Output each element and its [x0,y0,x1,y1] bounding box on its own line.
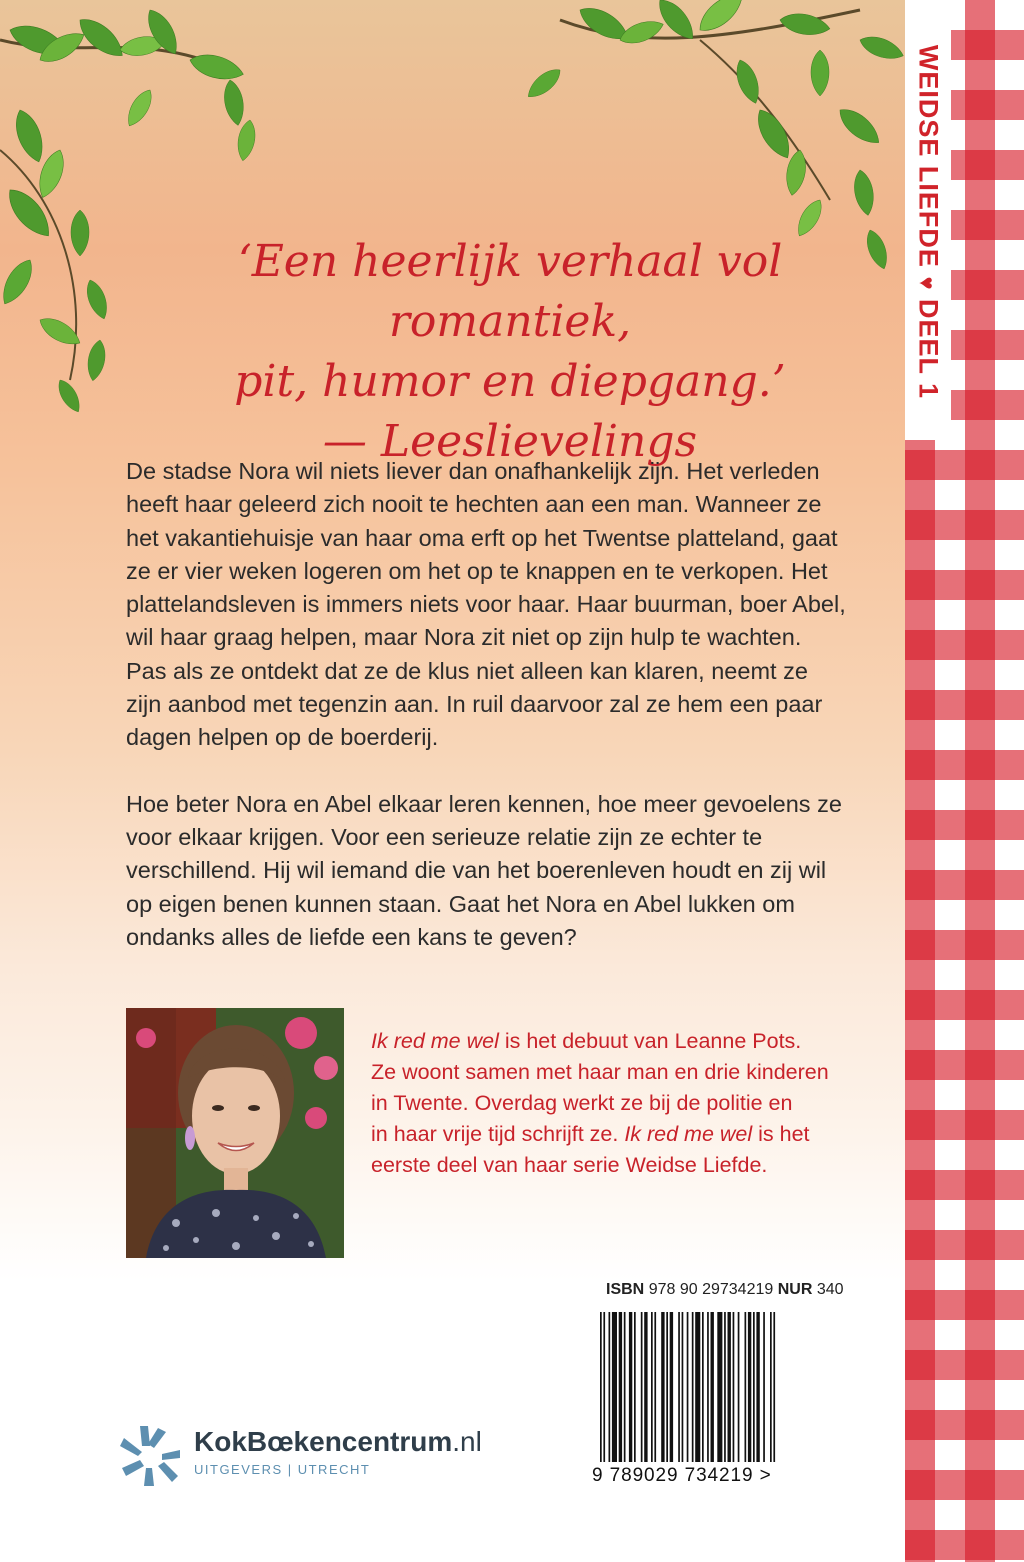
barcode-bar [745,1312,747,1462]
series-volume: DEEL 1 [913,299,944,400]
barcode-bar [687,1312,689,1462]
author-bio-text: Ze woont samen met haar man en drie kinderen [371,1060,829,1084]
barcode-bar [670,1312,673,1462]
barcode-bar [770,1312,772,1462]
barcode-bar [728,1312,731,1462]
barcode-bar [692,1312,694,1462]
quote-source: — Leeslievelings [322,416,698,467]
author-bio-text: in Twente. Overdag werkt ze bij de politie en [371,1091,793,1115]
barcode-bar [756,1312,759,1462]
barcode-bar [707,1312,709,1462]
barcode-bar [753,1312,755,1462]
barcode-bar [666,1312,668,1462]
barcode-bar [733,1312,735,1462]
series-name: WEIDSE LIEFDE [913,44,944,268]
barcode-bar [634,1312,636,1462]
quote-line: ‘Een heerlijk verhaal vol romantiek, [237,236,783,347]
barcode-bar [763,1312,765,1462]
nur-label: NUR [777,1281,813,1298]
barcode-bar [624,1312,626,1462]
author-bio-text: is het [752,1122,810,1146]
barcode [598,1312,836,1462]
book-title: Ik red me wel [624,1122,753,1146]
barcode-digits: 9 789029 734219 > [592,1465,772,1486]
isbn-label: ISBN [606,1281,645,1298]
barcode-bar [612,1312,617,1462]
barcode-bar [603,1312,605,1462]
quote-line: pit, humor en diepgang.’ [234,356,786,407]
barcode-bar [748,1312,751,1462]
barcode-bar [654,1312,656,1462]
barcode-bar [717,1312,722,1462]
nur-number: 340 [816,1281,844,1298]
author-bio-text: is het debuut van Leanne Pots. [498,1029,802,1053]
author-bio-text: in haar vrije tijd schrijft ze. [371,1122,625,1146]
blurb-paragraph: Hoe beter Nora en Abel elkaar leren kennen, hoe meer gevoelens ze voor elkaar krijgen. Voor een serieuze relatie zijn ze echter te verschillend. Hij wil iemand die van het boerenleven houdt en zij wil op eigen benen kunnen staan. Gaat het Nora en Abel lukken om ondanks alles de liefde een kans te geven? [126,790,842,950]
publisher-name-suffix: .nl [452,1426,482,1457]
barcode-bar [600,1312,602,1462]
author-photo [126,1008,344,1258]
barcode-bar [619,1312,622,1462]
heart-icon: ♥ [914,276,940,291]
publisher-subline: UITGEVERS | UTRECHT [194,1462,371,1477]
author-bio-text: eerste deel van haar serie Weidse Liefde. [371,1153,768,1177]
review-quote [150,232,870,472]
blurb-paragraph: De stadse Nora wil niets liever dan onafhankelijk zijn. Het verleden heeft haar geleerd zich nooit te hechten aan een man. Wanneer ze het vakantiehuisje van haar oma erft op het Twentse platteland, gaat ze er vier weken logeren om het op te knappen en te verkopen. Het plattelandsleven is immers niets voor haar. Haar buurman, boer Abel, wil haar graag helpen, maar Nora zit niet op zijn hulp te wachten. Pas als ze ontdekt dat ze de klus niet alleen kan klaren, neemt ze zijn aanbod met tegenzin aan. In ruil daarvoor zal ze hem een paar dagen helpen op de boerderij. [126,458,846,751]
barcode-bar [644,1312,647,1462]
isbn-number: 978 90 29734219 [648,1281,774,1298]
barcode-bar [695,1312,700,1462]
barcode-bar [738,1312,740,1462]
barcode-bar [678,1312,680,1462]
publisher-name [194,1426,482,1458]
barcode-bar [724,1312,726,1462]
barcode-bar [641,1312,643,1462]
barcode-bar [609,1312,611,1462]
barcode-bar [661,1312,664,1462]
author-bio [371,1026,891,1181]
blurb [126,455,846,954]
series-label [913,45,944,399]
book-title: Ik red me wel [371,1029,499,1053]
kokboekencentrum-logo-icon [118,1424,182,1488]
publisher-name-bold: KokBœkencentrum [194,1426,453,1457]
isbn-line [606,1281,844,1299]
barcode-bar [711,1312,714,1462]
barcode-bar [682,1312,684,1462]
barcode-bar [651,1312,653,1462]
barcode-bar [629,1312,632,1462]
barcode-bar [773,1312,775,1462]
barcode-bar [702,1312,704,1462]
